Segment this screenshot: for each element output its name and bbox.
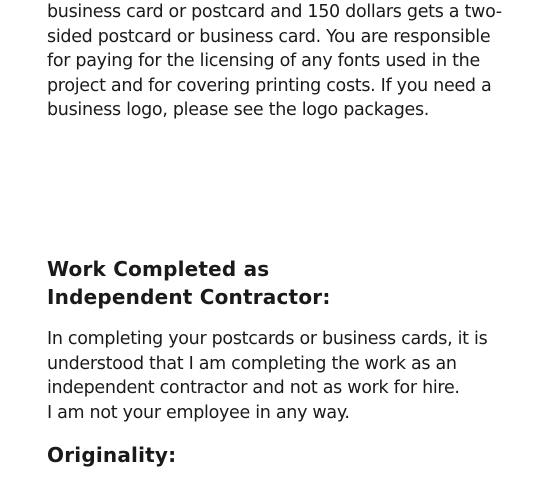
intro-line: business card or postcard and 150 dollars gets a two-: [47, 2, 502, 22]
work-paragraph-line: In completing your postcards or business cards, it is: [47, 329, 488, 349]
originality-heading-text: Originality:: [47, 443, 177, 467]
work-paragraph-line: I am not your employee in any way.: [47, 402, 350, 423]
work-completed-heading: [47, 255, 331, 311]
intro-line: sided postcard or business card. You are responsible: [47, 26, 491, 47]
originality-heading: [47, 441, 176, 469]
intro-line: business logo, please see the logo packages.: [47, 100, 430, 120]
intro-paragraph: [47, 0, 502, 123]
work-completed-paragraph: [47, 327, 487, 425]
intro-line: for paying for the licensing of any fonts used in the: [47, 51, 480, 71]
intro-line: project and for covering printing costs. If you need a: [47, 75, 492, 96]
work-heading-line-2: Independent Contractor:: [47, 285, 331, 309]
work-heading-line-1: Work Completed as: [47, 257, 270, 281]
work-paragraph-line: independent contractor and not as work for hire.: [47, 378, 460, 398]
work-paragraph-line: understood that I am completing the work as an: [47, 353, 457, 374]
